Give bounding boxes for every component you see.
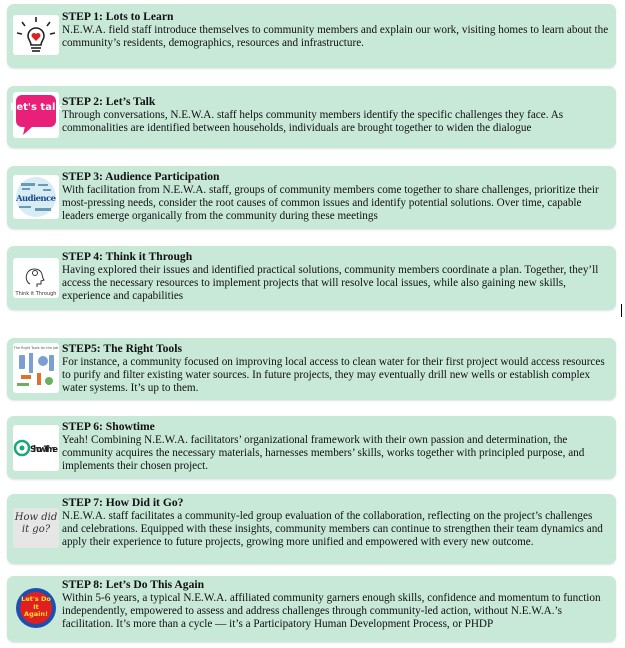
step-card-8 xyxy=(7,576,616,642)
step-text-6 xyxy=(62,420,610,474)
step-body: With facilitation from N.E.W.A. staff, groups of community members come together to share challenges, prioritize their most-pressing needs, consider the root causes of common issues and identify potential solutions. Over time, capable leaders emerge organically from the community during these meetings xyxy=(62,183,599,223)
step-body: For instance, a community focused on improving local access to clean water for their first project would access resources to purify and filter existing water sources. In future projects, they may eventually drill new wells or establish complex water systems. It’s up to them. xyxy=(62,355,605,395)
step-card-1 xyxy=(7,4,616,68)
icon-text: Think it Through xyxy=(15,291,57,297)
icon-text: Audience xyxy=(16,194,56,204)
step-title: STEP 4: Think it Through xyxy=(62,250,193,263)
audience-word-cloud-icon xyxy=(13,175,59,219)
step-body: N.E.W.A. staff facilitates a community-led group evaluation of the collaboration, reflecting on the project’s challenges and celebrations. Equipped with these insights, community members can continue to strengthen their team dynamics and apply their experience to future projects, growing more unified and empowered with every new outcome. xyxy=(62,509,603,549)
step-card-5 xyxy=(7,338,616,400)
step-body: Having explored their issues and identified practical solutions, community members coordinate a plan. Together, they’ll access the necessary resources to implement projects that will resolve local issues, while also gaining new skills, experience and capabilities xyxy=(62,263,599,303)
step-title: STEP 3: Audience Participation xyxy=(62,170,220,183)
step-body: N.E.W.A. field staff introduce themselves to community members and explain our work, visiting homes to learn about the community’s residents, demographics, resources and infrastructure. xyxy=(62,23,609,49)
step-title: STEP 8: Let’s Do This Again xyxy=(62,578,205,591)
lets-talk-bubble-icon xyxy=(9,92,63,138)
thinking-head-icon xyxy=(13,258,59,298)
icon-text: ShowTime xyxy=(30,445,58,455)
step-title: STEP 1: Lots to Learn xyxy=(62,10,174,23)
icon-text: Let's Do It Again! xyxy=(21,595,51,618)
step-text-5 xyxy=(62,342,610,396)
icon-text: Let's talk xyxy=(9,102,63,113)
step-body: Yeah! Combining N.E.W.A. facilitators’ organizational framework with their own passion and determination, the community acquires the necessary materials, harnesses members’ skills, works together with principled purpose, and implements their chosen project. xyxy=(62,433,585,473)
step-title: STEP5: The Right Tools xyxy=(62,342,182,355)
step-card-4 xyxy=(7,246,616,310)
step-title: STEP 7: How Did it Go? xyxy=(62,496,184,509)
icon-text: The Right Tools for the Job xyxy=(13,346,59,350)
step-card-2 xyxy=(7,86,616,148)
lets-do-it-again-badge-icon xyxy=(13,586,59,630)
step-text-3 xyxy=(62,170,610,224)
how-did-it-go-icon xyxy=(13,508,59,548)
text-cursor xyxy=(621,304,622,317)
step-text-1 xyxy=(62,10,610,50)
step-card-3 xyxy=(7,166,616,229)
step-body: Through conversations, N.E.W.A. staff helps community members identify the specific challenges they face. As commonalities are identified between households, individuals are brought together to widen the dialogue xyxy=(62,108,564,134)
step-card-6 xyxy=(7,416,616,479)
step-text-8 xyxy=(62,578,610,632)
step-body: Within 5-6 years, a typical N.E.W.A. affiliated community garners enough skills, confidence and momentum to function independently, empowered to assess and address challenges through community-led action, without N.E.W.A.’s facilitation. It’s more than a cycle — it’s a Participatory Human Development Process, or PHDP xyxy=(62,591,601,631)
step-text-2 xyxy=(62,95,610,135)
step-title: STEP 6: Showtime xyxy=(62,420,155,433)
step-card-7 xyxy=(7,494,616,564)
lightbulb-heart-icon xyxy=(13,15,59,55)
step-text-4 xyxy=(62,250,610,304)
step-title: STEP 2: Let’s Talk xyxy=(62,95,156,108)
icon-text: How did it go? xyxy=(14,512,58,535)
step-text-7 xyxy=(62,496,610,550)
showtime-logo-icon xyxy=(13,425,59,471)
tools-icon xyxy=(13,343,59,393)
